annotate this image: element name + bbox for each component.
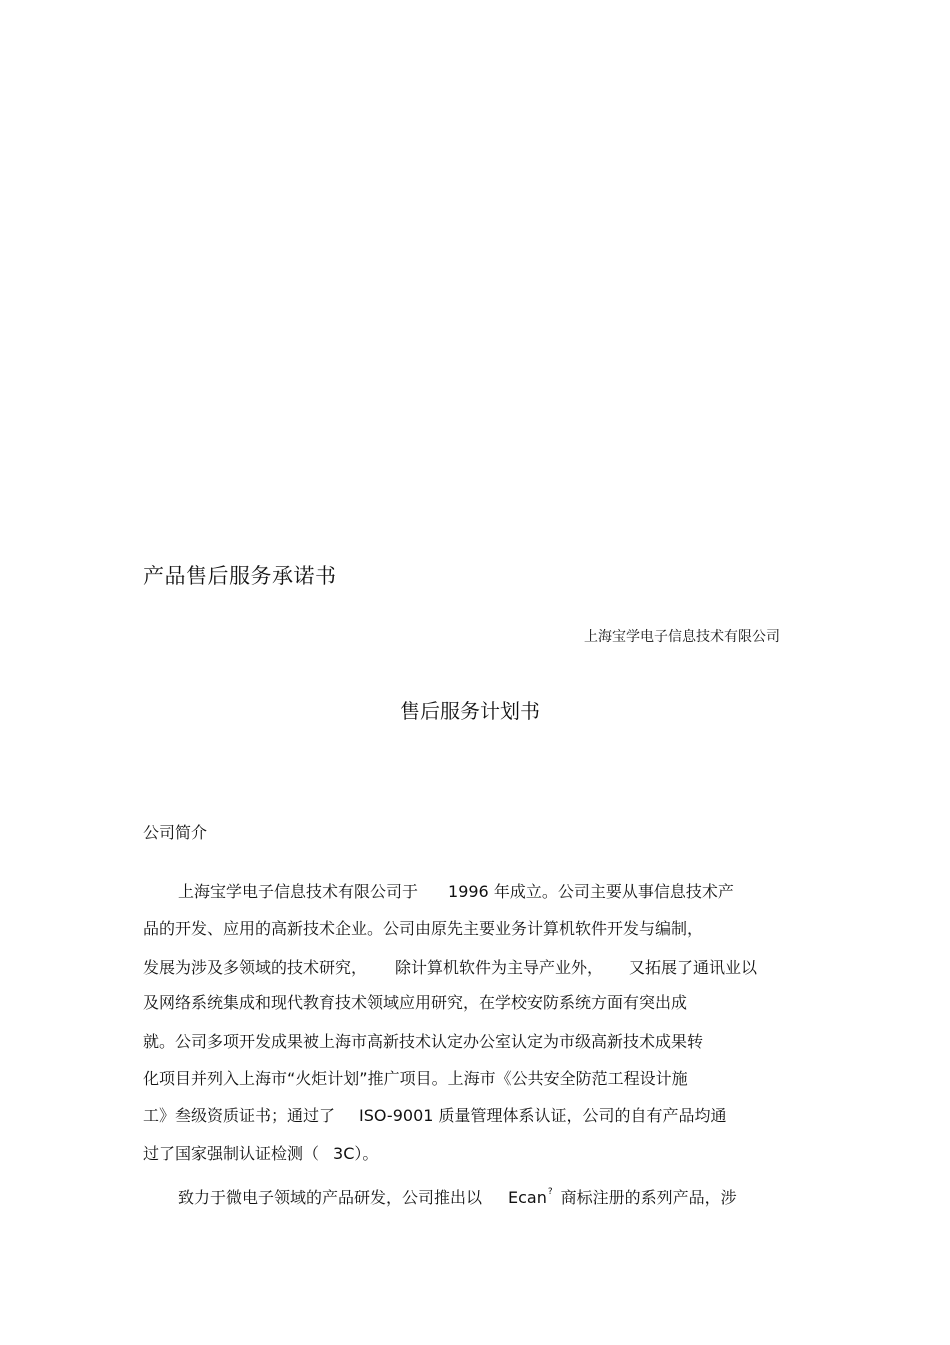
line-7-part-a: 工》叁级资质证书；通过了: [143, 1106, 336, 1125]
line-8-part-a: 过了国家强制认证检测（: [143, 1144, 320, 1163]
paragraph-line-8: [143, 1144, 378, 1164]
plan-title: 售后服务计划书: [400, 699, 540, 723]
paragraph-line-7: [143, 1106, 727, 1126]
line-1-part-b: 1996 年成立。公司主要从事信息技术产: [448, 882, 734, 901]
company-name: 上海宝学电子信息技术有限公司: [584, 629, 780, 645]
line-3-part-c: 又拓展了通讯业以: [629, 958, 758, 977]
paragraph-line-3: [143, 958, 757, 978]
paragraph-line-1: [178, 882, 734, 902]
line-9-part-c: 商标注册的系列产品，涉: [560, 1188, 737, 1207]
line-1-part-a: 上海宝学电子信息技术有限公司于: [178, 882, 419, 901]
paragraph-line-2: 品的开发、应用的高新技术企业。公司由原先主要业务计算机软件开发与编制，: [143, 919, 704, 938]
trademark-mark: ?: [547, 1187, 553, 1197]
line-3-part-a: 发展为涉及多领域的技术研究，: [143, 958, 368, 977]
line-8-part-b: 3C）。: [333, 1144, 379, 1163]
paragraph-line-5: 就。公司多项开发成果被上海市高新技术认定办公室认定为市级高新技术成果转: [143, 1032, 704, 1051]
line-9-brand: Ecan: [508, 1188, 547, 1207]
document-title: 产品售后服务承诺书: [143, 564, 337, 588]
paragraph-line-4: 及网络系统集成和现代教育技术领域应用研究，在学校安防系统方面有突出成: [143, 993, 688, 1012]
line-3-part-b: 除计算机软件为主导产业外，: [395, 958, 604, 977]
paragraph-line-6: 化项目并列入上海市“火炬计划”推广项目。上海市《公共安全防范工程设计施: [143, 1069, 688, 1088]
line-9-part-a: 致力于微电子领域的产品研发，公司推出以: [178, 1188, 483, 1207]
section-heading: 公司简介: [143, 823, 208, 842]
paragraph-line-9: [178, 1182, 737, 1208]
line-7-part-b: ISO-9001 质量管理体系认证，公司的自有产品均通: [359, 1106, 727, 1125]
